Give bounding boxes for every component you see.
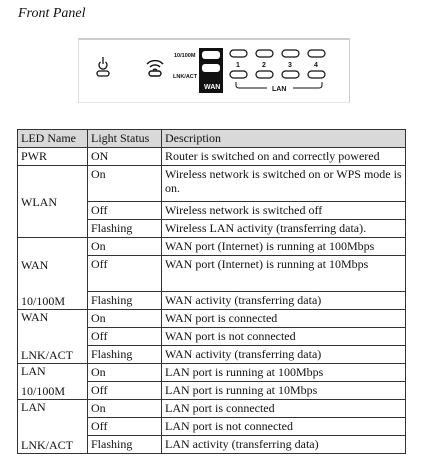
lan-2-speed-led — [256, 50, 273, 57]
description-cell: LAN activity (transferring data) — [162, 436, 406, 454]
front-panel-diagram — [78, 38, 350, 103]
description-cell: Wireless network is switched on or WPS mode is on. — [162, 166, 406, 202]
page-heading: Front Panel — [18, 6, 86, 21]
lan-link-name-bottom: LNK/ACT — [21, 438, 73, 452]
col-description: Description — [162, 130, 406, 148]
wan-speed-label: 10/100M — [174, 53, 196, 59]
wan-link-name-top: WAN — [21, 310, 49, 324]
lan-group-label: LAN — [272, 86, 287, 93]
status-cell: Off — [88, 328, 162, 346]
table-row — [18, 310, 406, 328]
description-cell: WAN port is not connected — [162, 328, 406, 346]
lan-port-3-label: 3 — [288, 62, 292, 69]
description-cell: WAN activity (transferring data) — [162, 292, 406, 310]
lan-speed-name-bottom: 10/100M — [21, 384, 66, 398]
led-name-cell: WLAN — [18, 166, 88, 238]
wan-port-label: WAN — [204, 84, 221, 91]
lan-1-speed-led — [230, 50, 247, 57]
table-row — [18, 238, 406, 256]
status-cell: Flashing — [88, 292, 162, 310]
led-status-table — [17, 129, 406, 454]
lan-port-2-label: 2 — [262, 62, 266, 69]
table-row — [18, 400, 406, 418]
lan-speed-name-top: LAN — [21, 364, 46, 378]
description-cell: WAN activity (transferring data) — [162, 346, 406, 364]
description-cell: WAN port is connected — [162, 310, 406, 328]
lan-4-link-led — [308, 71, 325, 78]
description-cell: Wireless LAN activity (transferring data). — [162, 220, 406, 238]
description-cell: LAN port is running at 10Mbps — [162, 382, 406, 400]
led-name-cell: PWR — [18, 148, 88, 166]
description-cell: LAN port is not connected — [162, 418, 406, 436]
description-cell: Wireless network is switched off — [162, 202, 406, 220]
led-name-cell — [18, 238, 88, 310]
status-cell: ON — [88, 148, 162, 166]
status-cell: Off — [88, 418, 162, 436]
status-cell: Flashing — [88, 436, 162, 454]
status-cell: Off — [88, 382, 162, 400]
lan-link-name-top: LAN — [21, 400, 46, 414]
wan-link-name-bottom: LNK/ACT — [21, 348, 73, 362]
power-icon — [97, 57, 109, 76]
status-cell: Off — [88, 256, 162, 292]
description-cell: WAN port (Internet) is running at 10Mbps — [162, 256, 406, 292]
wan-speed-name-bottom: 10/100M — [21, 294, 66, 308]
status-cell: Flashing — [88, 346, 162, 364]
status-cell: Off — [88, 202, 162, 220]
lan-port-1-label: 1 — [236, 62, 240, 69]
led-name-cell — [18, 400, 88, 454]
lan-3-speed-led — [282, 50, 299, 57]
led-name-cell — [18, 364, 88, 400]
lan-2-link-led — [256, 71, 273, 78]
col-led-name: LED Name — [18, 130, 88, 148]
lan-4-speed-led — [308, 50, 325, 57]
wan-link-label: LNK/ACT — [173, 74, 198, 80]
status-cell: On — [88, 310, 162, 328]
wan-led-block — [199, 48, 223, 93]
status-cell: On — [88, 364, 162, 382]
description-cell: WAN port (Internet) is running at 100Mbps — [162, 238, 406, 256]
table-header-row — [18, 130, 406, 148]
status-cell: Flashing — [88, 220, 162, 238]
led-name-cell — [18, 310, 88, 364]
status-cell: On — [88, 400, 162, 418]
table-row — [18, 364, 406, 382]
lan-port-4-label: 4 — [314, 62, 318, 69]
description-cell: Router is switched on and correctly powered — [162, 148, 406, 166]
description-cell: LAN port is connected — [162, 400, 406, 418]
table-row — [18, 148, 406, 166]
description-cell: LAN port is running at 100Mbps — [162, 364, 406, 382]
lan-1-link-led — [230, 71, 247, 78]
status-cell: On — [88, 238, 162, 256]
table-row — [18, 166, 406, 202]
col-light-status: Light Status — [88, 130, 162, 148]
status-cell: On — [88, 166, 162, 202]
wan-speed-name-top: WAN — [21, 258, 49, 272]
wifi-icon — [147, 61, 163, 76]
lan-3-link-led — [282, 71, 299, 78]
